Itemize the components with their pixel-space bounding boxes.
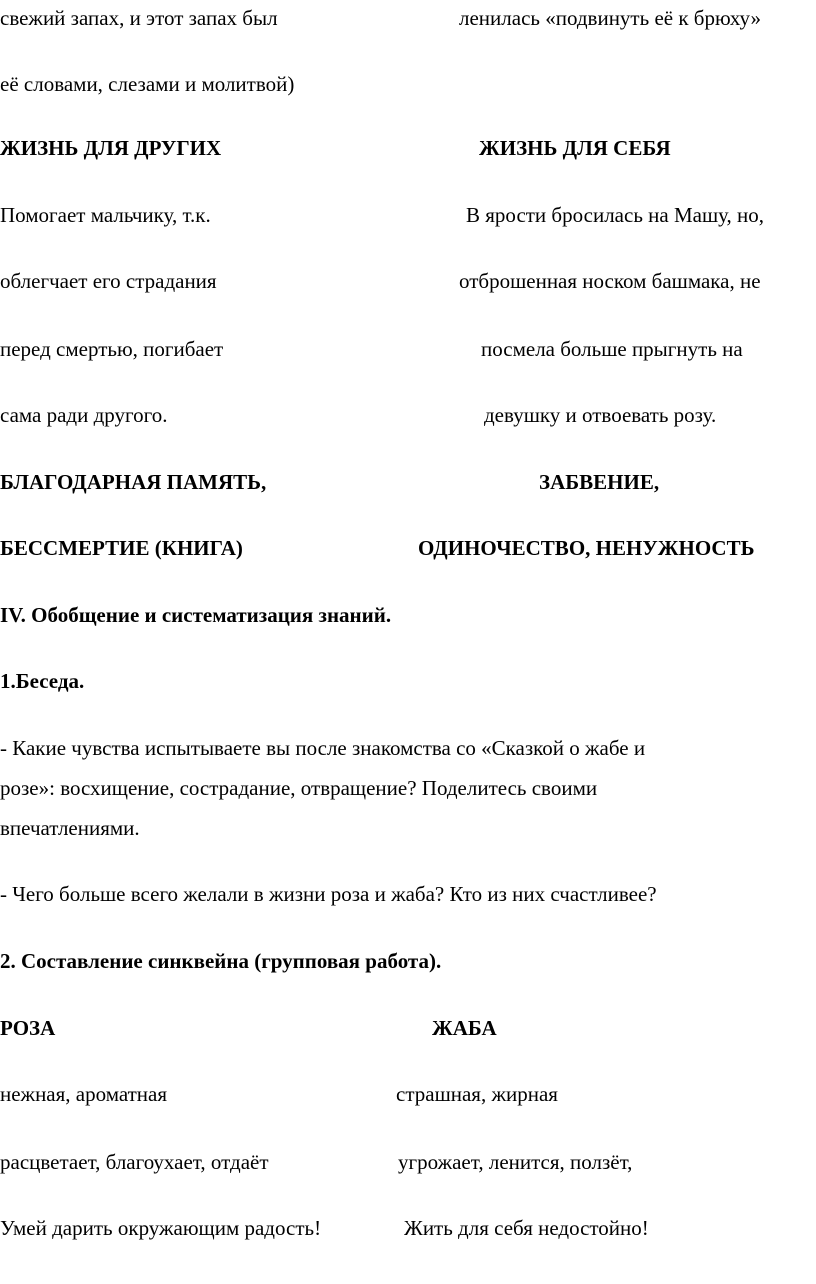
cinquain-rose-title: РОЗА — [0, 1016, 56, 1040]
life-for-self-heading: ЖИЗНЬ ДЛЯ СЕБЯ — [479, 136, 671, 160]
toad-description-line: посмела больше прыгнуть на — [481, 337, 743, 361]
toad-description-line: отброшенная носком башмака, не — [459, 269, 761, 293]
toad-description-line: В ярости бросилась на Машу, но, — [466, 203, 764, 227]
cinquain-rose-adjectives: нежная, ароматная — [0, 1082, 168, 1106]
question-line: - Какие чувства испытываете вы после знакомства со «Сказкой о жабе и — [0, 736, 646, 760]
rose-description-line: сама ради другого. — [0, 403, 168, 427]
intro-right-line: ленилась «подвинуть её к брюху» — [459, 6, 762, 30]
cinquain-toad-adjectives: страшная, жирная — [396, 1082, 558, 1106]
cinquain-rose-verbs: расцветает, благоухает, отдаёт — [0, 1150, 269, 1174]
section-heading: IV. Обобщение и систематизация знаний. — [0, 603, 392, 627]
cinquain-toad-phrase: Жить для себя недостойно! — [404, 1216, 649, 1240]
toad-result-line: ОДИНОЧЕСТВО, НЕНУЖНОСТЬ — [418, 536, 755, 560]
question-line: розе»: восхищение, сострадание, отвращение? Поделитесь своими — [0, 776, 598, 800]
subsection-heading-cinquain: 2. Составление синквейна (групповая работа). — [0, 949, 442, 973]
question-line: впечатлениями. — [0, 816, 140, 840]
cinquain-toad-verbs: угрожает, ленится, ползёт, — [398, 1150, 633, 1174]
toad-result-line: ЗАБВЕНИЕ, — [539, 470, 660, 494]
rose-description-line: Помогает мальчику, т.к. — [0, 203, 211, 227]
intro-continuation: её словами, слезами и молитвой) — [0, 72, 295, 96]
cinquain-toad-title: ЖАБА — [432, 1016, 497, 1040]
intro-left-line: свежий запах, и этот запах был — [0, 6, 278, 30]
rose-description-line: облегчает его страдания — [0, 269, 217, 293]
rose-result-line: БЕССМЕРТИЕ (КНИГА) — [0, 536, 243, 560]
subsection-heading-conversation: 1.Беседа. — [0, 669, 85, 693]
toad-description-line: девушку и отвоевать розу. — [484, 403, 717, 427]
rose-result-line: БЛАГОДАРНАЯ ПАМЯТЬ, — [0, 470, 267, 494]
rose-description-line: перед смертью, погибает — [0, 337, 224, 361]
cinquain-rose-phrase: Умей дарить окружающим радость! — [0, 1216, 322, 1240]
question-line: - Чего больше всего желали в жизни роза и жаба? Кто из них счастливее? — [0, 882, 657, 906]
life-for-others-heading: ЖИЗНЬ ДЛЯ ДРУГИХ — [0, 136, 222, 160]
